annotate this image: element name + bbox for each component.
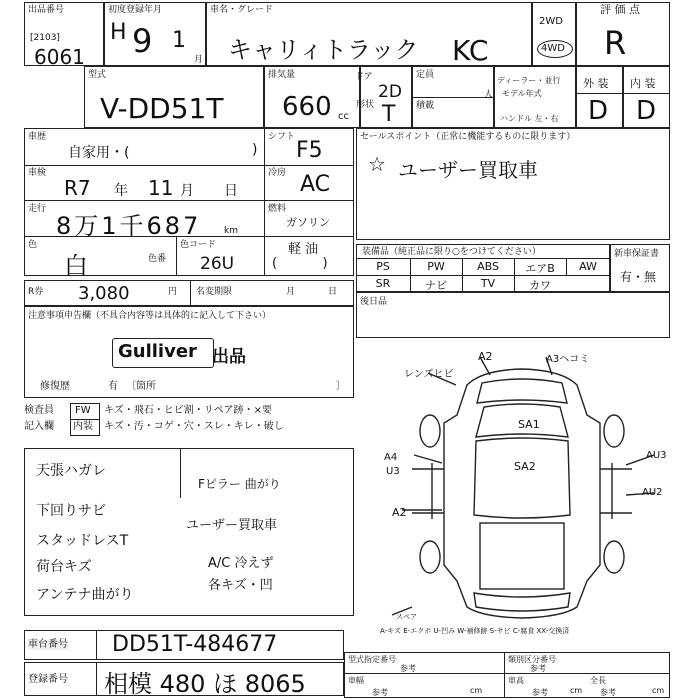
recycle-label: R券 <box>28 287 44 297</box>
warranty-label: 新車保証書 <box>614 249 660 259</box>
equipment-label: 装備品（純正品に限り○をつけてください） <box>362 247 541 257</box>
reg-year: 9 <box>132 22 153 60</box>
ext-value: D <box>588 96 609 126</box>
recycle-unit: 円 <box>168 287 178 297</box>
remark-mid-2: ユーザー買取車 <box>186 518 278 533</box>
plate-label: 登録番号 <box>28 674 68 685</box>
inspector-row1: キズ・飛石・ヒビ割・リペア跡・×要 <box>104 405 272 416</box>
colorcode-value: 26U <box>200 254 235 274</box>
inspector-row2: キズ・汚・コゲ・穴・スレ・キレ・破し <box>104 421 284 432</box>
equip-sr: SR <box>375 277 391 290</box>
history-close: ) <box>252 142 258 158</box>
repair-close: 〕 <box>336 381 346 392</box>
disp-label: 排気量 <box>268 70 296 80</box>
color-label: 色 <box>28 240 38 250</box>
int-label: 内 装 <box>630 77 656 90</box>
inspector-fw: FW <box>75 405 91 416</box>
reg-month: 1 <box>172 28 186 53</box>
shape-value: T <box>382 102 396 127</box>
ac-label: 冷房 <box>268 168 287 178</box>
height-label: 車高 <box>508 676 524 685</box>
gulliver-stamp-text: Gulliver <box>118 341 197 362</box>
inspect-year-unit: 年 <box>114 183 128 199</box>
length-label: 全長 <box>590 676 606 685</box>
damage-a2-left: A2 <box>392 506 407 519</box>
door-label: ドア <box>355 72 373 82</box>
fuel-paren: ( ) <box>272 256 328 271</box>
plate-value: 相模 480 ほ 8065 <box>104 670 306 698</box>
reg-month-unit: 月 <box>194 55 204 65</box>
inspector-label1: 検査員 <box>24 405 54 416</box>
damage-a4: A4 <box>384 452 398 463</box>
equip-airbag: エアB <box>525 262 555 275</box>
equip-tv: TV <box>480 277 496 290</box>
chassis-label: 車台番号 <box>28 639 68 650</box>
car-label: 車名・グレード <box>210 5 274 15</box>
handle-label: ハンドル 左・右 <box>500 114 559 123</box>
car-rear <box>474 593 570 611</box>
model-label: 型式 <box>88 70 107 80</box>
remark-line-2: 下回りサビ <box>36 503 106 519</box>
wheel-front-right <box>604 415 624 447</box>
load-label: 積載 <box>416 101 435 111</box>
model-year-label: モデル年式 <box>502 89 542 98</box>
damage-au2: AU2 <box>642 487 663 498</box>
inspect-era: R7 <box>64 176 91 200</box>
fuel-alt: 軽 油 <box>288 242 319 257</box>
inspect-month: 11 <box>148 176 174 200</box>
width-label: 車幅 <box>348 676 364 685</box>
equip-abs: ABS <box>477 260 499 273</box>
equip-aw: AW <box>579 260 597 273</box>
drive-4wd: 4WD <box>541 43 565 54</box>
after-label: 後日品 <box>360 297 388 307</box>
damage-u3: U3 <box>386 466 400 477</box>
repair-label: 修復歴 <box>40 381 70 392</box>
spare-label: スペア <box>396 613 417 621</box>
car-name: キャリィトラック <box>228 36 419 64</box>
reg-label: 初度登録年月 <box>108 5 163 15</box>
ext-label: 外 装 <box>583 77 609 90</box>
recycle-box <box>24 280 354 306</box>
color-value: 白 <box>64 252 88 280</box>
type-cert-label: 型式指定番号 <box>348 655 396 664</box>
shift-label: シフト <box>268 132 296 142</box>
width-unit: cm <box>470 686 483 695</box>
repair-loc: 〔箇所 <box>126 381 156 392</box>
width-ref: 参考 <box>372 688 388 697</box>
car-body-outline <box>444 369 600 618</box>
remark-line-3: スタッドレスT <box>36 533 129 549</box>
name-change-day: 日 <box>328 287 338 297</box>
inspect-label: 車検 <box>28 168 47 178</box>
remark-line-5: アンテナ曲がり <box>36 587 134 603</box>
fuel-value: ガソリン <box>286 216 330 229</box>
mileage-label: 走行 <box>28 204 47 214</box>
model-value: V-DD51T <box>100 92 224 125</box>
after-box <box>356 292 670 338</box>
class-ref: 参考 <box>530 664 546 673</box>
shift-value: F5 <box>296 138 323 163</box>
damage-a2-top: A2 <box>478 350 493 363</box>
car-diagram <box>372 345 672 635</box>
colorno-label: 色番 <box>148 254 167 264</box>
car-grade: KC <box>452 34 489 67</box>
gulliver-stamp-sub: 出品 <box>212 347 246 367</box>
mileage-value: 8万1千687 <box>56 212 202 240</box>
car-cab-roof <box>474 438 570 518</box>
damage-au3: AU3 <box>646 450 667 461</box>
selling-mark: ☆ <box>368 152 386 176</box>
remark-mid-1: Fピラー 曲がり <box>198 477 281 491</box>
door-value: 2D <box>378 82 402 102</box>
inspector-label2: 記入欄 <box>24 421 54 432</box>
recycle-value: 3,080 <box>78 283 130 304</box>
history-value: 自家用・( <box>68 145 130 161</box>
lot-number: 6061 <box>34 45 85 69</box>
lot-code: [2103] <box>30 33 60 43</box>
selling-box <box>356 128 670 240</box>
grade-value: R <box>604 24 627 62</box>
history-label: 車歴 <box>28 132 47 142</box>
damage-lens: レンズヒビ <box>404 369 454 380</box>
cap-unit: 人 <box>484 90 494 100</box>
ac-value: AC <box>300 172 331 197</box>
notes-label: 注意事項申告欄（不具合内容等は具体的に記入して下さい） <box>28 311 272 321</box>
equip-leather: カワ <box>529 279 551 292</box>
lot-label: 出品番号 <box>28 5 65 15</box>
selling-label: セールスポイント（正常に機能するものに限ります） <box>360 132 576 142</box>
reg-era: H <box>110 20 127 45</box>
car-bed <box>480 523 564 589</box>
damage-sa1: SA1 <box>518 418 540 431</box>
warranty-value: 有・無 <box>620 270 657 284</box>
cap-label: 定員 <box>416 70 435 80</box>
inspector-interior: 内装 <box>73 421 93 432</box>
height-ref: 参考 <box>532 688 548 697</box>
dealer-label: ディーラー・並行 <box>497 76 561 85</box>
disp-value: 660 <box>282 92 332 122</box>
remark-mid-4: 各キズ・凹 <box>208 578 273 593</box>
name-change-label: 名変期限 <box>196 287 233 297</box>
length-ref: 参考 <box>600 688 616 697</box>
inspect-day-unit: 日 <box>224 183 238 199</box>
equip-ps: PS <box>376 260 390 273</box>
equip-pw: PW <box>427 260 445 273</box>
repair-value: 有 <box>108 381 118 392</box>
equip-navi: ナビ <box>425 279 447 292</box>
damage-sa2: SA2 <box>514 460 536 473</box>
remark-line-1: 天張ハガレ <box>36 463 106 479</box>
shape-label: 形状 <box>356 100 375 110</box>
inspect-month-unit: 月 <box>180 183 194 199</box>
remark-mid-3: A/C 冷えず <box>208 556 274 571</box>
chassis-value: DD51T-484677 <box>112 632 278 657</box>
fuel-label: 燃料 <box>268 204 287 214</box>
damage-legend: A-キズ E-エクボ U-凹み W-補修跡 S-サビ C-腐食 XX-交換済 <box>380 627 570 635</box>
length-unit: cm <box>652 686 665 695</box>
colorcode-label: 色コード <box>180 240 217 250</box>
damage-a3: A3ヘコミ <box>546 354 590 365</box>
grade-label: 評 価 点 <box>600 3 640 16</box>
name-change-month: 月 <box>286 287 296 297</box>
class-label: 類別区分番号 <box>508 655 556 664</box>
mileage-unit: km <box>224 226 238 236</box>
type-cert-ref: 参考 <box>400 664 416 673</box>
wheel-rear-right <box>604 541 624 573</box>
wheel-rear-left <box>420 541 440 573</box>
wheel-front-left <box>420 415 440 447</box>
remark-line-4: 荷台キズ <box>36 559 92 575</box>
drive-2wd: 2WD <box>539 16 563 27</box>
int-value: D <box>636 96 657 126</box>
disp-unit: cc <box>338 111 349 122</box>
height-unit: cm <box>570 686 583 695</box>
car-hood <box>477 379 567 403</box>
selling-value: ユーザー買取車 <box>398 158 538 182</box>
